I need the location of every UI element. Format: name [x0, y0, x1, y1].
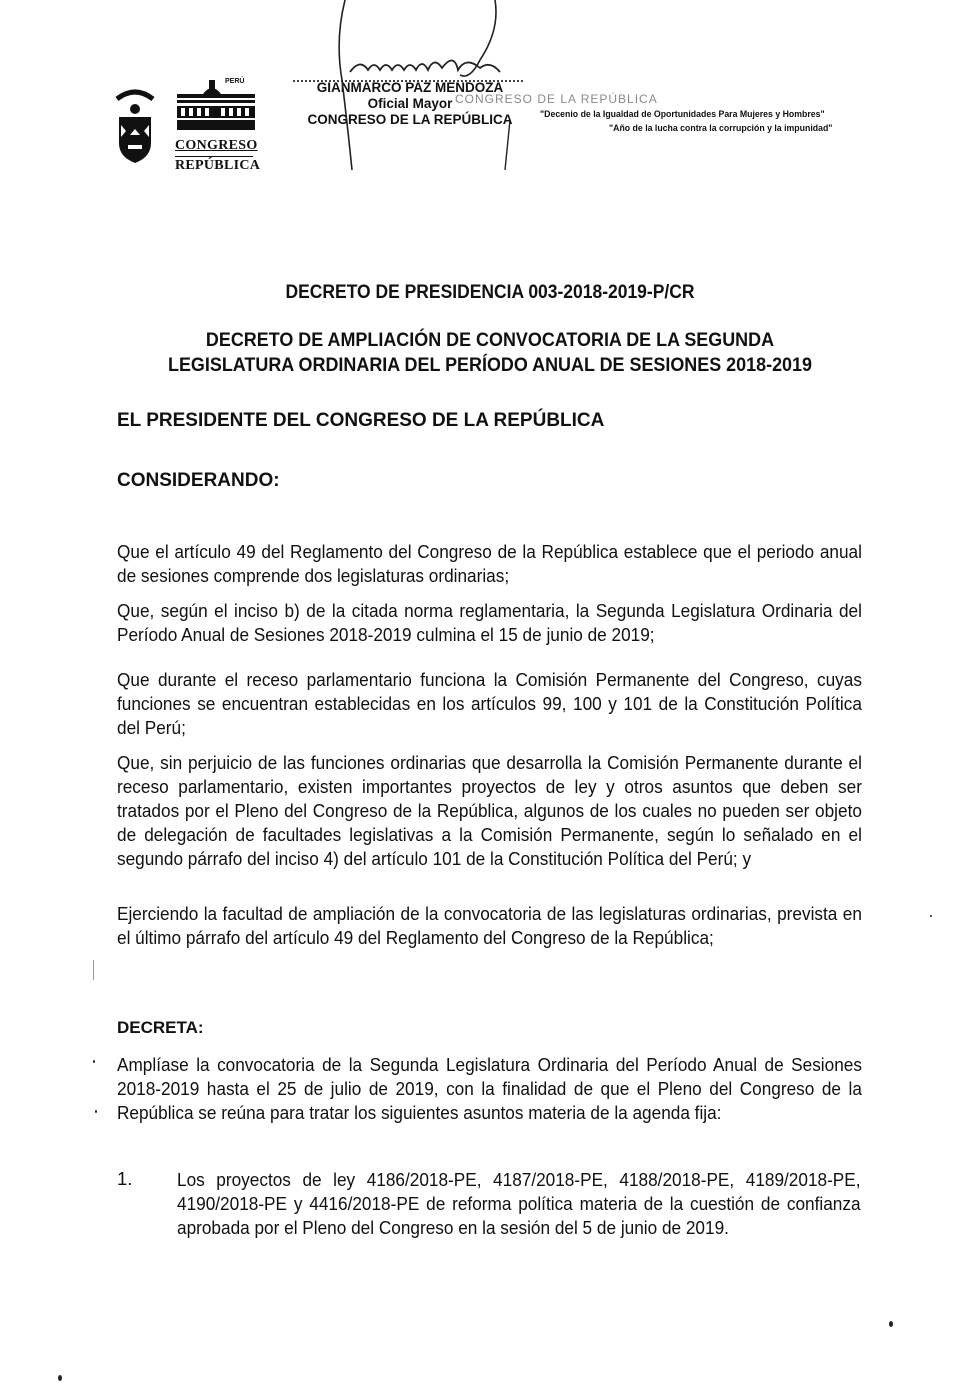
peru-label: PERÚ	[225, 78, 245, 85]
congreso-building-icon	[175, 78, 257, 134]
handwritten-signature-icon	[330, 0, 550, 170]
scan-speck	[93, 960, 94, 980]
scan-speck	[889, 1321, 893, 1327]
decreta-heading: DECRETA:	[117, 1018, 204, 1037]
agenda-item-number: 1.	[117, 1168, 133, 1189]
decade-motto: "Decenio de la Igualdad de Oportunidades Para Mujeres y Hombres"	[540, 109, 825, 120]
year-motto: "Año de la lucha contra la corrupción y la impunidad"	[609, 123, 833, 134]
considerando-heading: CONSIDERANDO:	[117, 470, 280, 491]
signatory-title: Oficial Mayor	[367, 96, 453, 111]
considerando-paragraph: Que, según el inciso b) de la citada norma reglamentaria, la Segunda Legislatura Ordinaria del Período Anual de Sesiones 2018-2019 culmina el 15 de junio de 2019;	[117, 600, 862, 645]
year-mottos	[540, 108, 832, 136]
considerando-paragraph: Que durante el receso parlamentario funciona la Comisión Permanente del Congreso, cuyas funciones se encuentran establecidas en los artículos 99, 100 y 101 de la Constitución Política del Perú;	[117, 669, 862, 738]
congreso-word: CONGRESO	[175, 138, 258, 153]
scan-speck	[93, 1060, 95, 1063]
issuer-heading: EL PRESIDENTE DEL CONGRESO DE LA REPÚBLICA	[117, 410, 605, 431]
signatory-institution: CONGRESO DE LA REPÚBLICA	[307, 112, 513, 127]
peru-coat-of-arms-icon	[113, 85, 157, 165]
republica-word: REPÚBLICA	[175, 158, 261, 173]
signatory-name: GIANMARCO PAZ MENDOZA	[316, 80, 504, 95]
decree-title-line: DECRETO DE AMPLIACIÓN DE CONVOCATORIA DE LA SEGUNDA	[205, 329, 775, 351]
considerando-paragraph: Ejerciendo la facultad de ampliación de la convocatoria de las legislaturas ordinarias, prevista en el último párrafo del artículo 49 del Reglamento del Congreso de la República;	[117, 903, 862, 948]
decree-number: DECRETO DE PRESIDENCIA 003-2018-2019-P/CR	[285, 282, 695, 303]
decree-title-line: LEGISLATURA ORDINARIA DEL PERÍODO ANUAL DE SESIONES 2018-2019	[167, 354, 812, 376]
scan-speck	[930, 915, 932, 917]
congreso-logo	[175, 78, 261, 176]
faint-stamp: CONGRESO DE LA REPÚBLICA	[455, 92, 658, 106]
considerando-paragraph: Que, sin perjuicio de las funciones ordinarias que desarrolla la Comisión Permanente durante el receso parlamentario, existen importantes proyectos de ley y otros asuntos que deben ser tratados por el Pleno del Congreso de la República, algunos de los cuales no pueden ser objeto de delegación de facultades legislativas a la Comisión Permanente, según lo señalado en el segundo párrafo del inciso 4) del artículo 101 de la Constitución Política del Perú; y	[117, 752, 862, 869]
logo-divider	[175, 156, 253, 157]
decree-title	[39, 328, 941, 378]
decreta-paragraph: Amplíase la convocatoria de la Segunda Legislatura Ordinaria del Período Anual de Sesiones 2018-2019 hasta el 25 de julio de 2019, con la finalidad de que el Pleno del Congreso de la República se reúna para tratar los siguientes asuntos materia de la agenda fija:	[117, 1054, 862, 1123]
agenda-item-text: Los proyectos de ley 4186/2018-PE, 4187/2018-PE, 4188/2018-PE, 4189/2018-PE, 4190/2018-PE y 4416/2018-PE de reforma política materia de la cuestión de confianza aprobada por el Pleno del Congreso en la sesión del 5 de junio de 2019.	[177, 1169, 861, 1238]
considerando-paragraph: Que el artículo 49 del Reglamento del Congreso de la República establece que el periodo anual de sesiones comprende dos legislaturas ordinarias;	[117, 541, 862, 586]
scan-speck	[58, 1375, 62, 1381]
scan-speck	[95, 1110, 97, 1113]
